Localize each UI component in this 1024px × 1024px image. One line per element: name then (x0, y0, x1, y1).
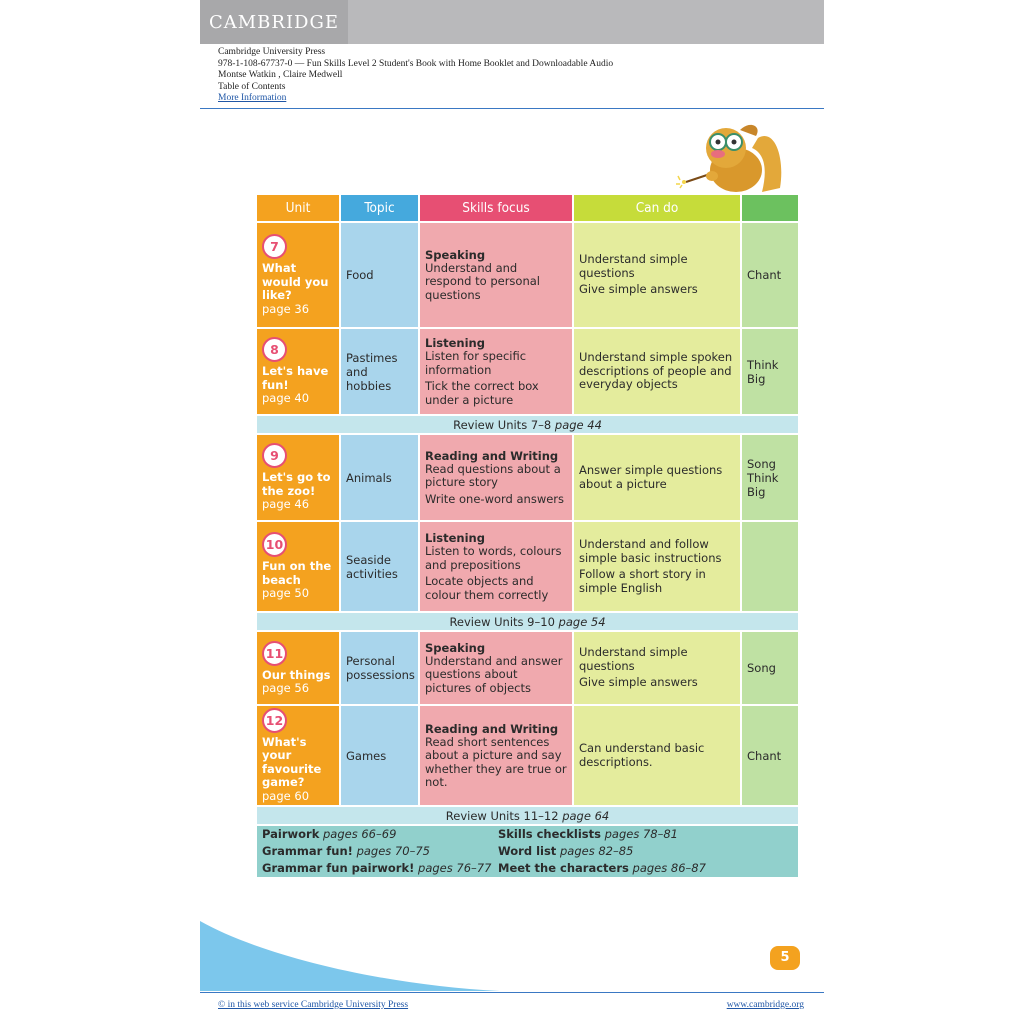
unit-number-badge: 12 (262, 708, 287, 733)
can-do-line: Understand simple questions (579, 252, 688, 280)
review-page: page 44 (554, 417, 602, 432)
unit-page: page 40 (262, 391, 310, 406)
topic-cell: Animals (341, 435, 418, 520)
unit-number-badge: 10 (262, 532, 287, 557)
topic-cell: Personal possessions (341, 632, 418, 704)
extras-pages: pages 66–69 (323, 827, 397, 841)
can-do-line: Give simple answers (579, 675, 698, 690)
extra-cell: Chant (742, 706, 798, 805)
authors: Montse Watkin , Claire Medwell (218, 70, 343, 80)
skill-title: Speaking (425, 640, 486, 655)
section-name: Table of Contents (218, 81, 286, 92)
page-number-badge: 5 (770, 946, 800, 970)
review-cell (257, 807, 798, 824)
can-do-cell (574, 223, 740, 327)
can-do-cell (574, 435, 740, 520)
review-row (257, 416, 798, 433)
skills-cell (420, 329, 572, 414)
skills-cell (420, 522, 572, 611)
review-page: page 64 (562, 808, 610, 823)
unit-page: page 56 (262, 681, 310, 695)
extras-row (257, 826, 798, 877)
skills-cell (420, 632, 572, 704)
extra-cell: Song Think Big (742, 435, 798, 520)
extras-pages: pages 82–85 (559, 844, 634, 858)
publisher: Cambridge University Press (218, 47, 326, 57)
unit-cell (257, 435, 339, 520)
review-cell (257, 416, 798, 433)
extra-cell (742, 522, 798, 611)
skill-title: Reading and Writing (425, 721, 559, 736)
skill-title: Listening (425, 531, 485, 545)
can-do-line: Follow a short story in simple English (579, 567, 706, 595)
skill-line: Read questions about a picture story (425, 461, 561, 490)
extras-pages: pages 86–87 (632, 861, 706, 875)
skills-cell (420, 223, 572, 327)
table-row (257, 329, 798, 414)
unit-cell (257, 632, 339, 704)
skill-line: Read short sentences about a picture and say whether they are true or not. (425, 734, 567, 789)
extras-label: Pairwork (262, 827, 320, 841)
extra-cell: Think Big (742, 329, 798, 414)
unit-title: What's your favourite game? (262, 734, 322, 790)
skill-title: Reading and Writing (425, 448, 559, 463)
unit-number-badge: 7 (262, 234, 287, 259)
unit-page: page 36 (262, 301, 310, 316)
extras-label: Grammar fun pairwork! (262, 861, 415, 875)
unit-title: Let's go to the zoo! (262, 470, 331, 498)
header-bar (200, 0, 824, 44)
extras-label: Meet the characters (498, 861, 629, 875)
extras-cell (257, 826, 798, 877)
unit-title: Our things (262, 667, 331, 682)
review-row (257, 613, 798, 630)
extras-item (262, 826, 498, 843)
website-link[interactable]: www.cambridge.org (726, 1000, 804, 1010)
extras-label: Skills checklists (498, 827, 601, 841)
more-information-link[interactable]: More Information (218, 93, 287, 103)
can-do-line: Understand simple questions (579, 645, 688, 673)
review-page: page 54 (558, 614, 606, 629)
can-do-line: Can understand basic descriptions. (579, 741, 705, 769)
contents-table (255, 193, 800, 879)
extra-cell: Chant (742, 223, 798, 327)
unit-cell (257, 522, 339, 611)
can-do-line: Understand simple spoken descriptions of people and everyday objects (579, 350, 733, 392)
header-topic: Topic (341, 195, 418, 221)
extras-item (498, 843, 706, 860)
unit-cell (257, 329, 339, 414)
review-label: Review Units 9–10 (449, 614, 555, 629)
skill-line: Write one-word answers (425, 491, 565, 506)
review-cell (257, 613, 798, 630)
topic-cell: Pastimes and hobbies (341, 329, 418, 414)
topic-cell: Food (341, 223, 418, 327)
review-row (257, 807, 798, 824)
extras-pages: pages 78–81 (604, 827, 678, 841)
table-row (257, 435, 798, 520)
mascot-icon (640, 118, 782, 196)
unit-page: page 60 (262, 788, 310, 803)
header-unit: Unit (257, 195, 339, 221)
extras-item (262, 860, 498, 877)
can-do-cell (574, 706, 740, 805)
review-label: Review Units 11–12 (445, 808, 559, 823)
table-row (257, 522, 798, 611)
skill-title: Listening (425, 336, 485, 350)
unit-number-badge: 8 (262, 337, 287, 362)
cambridge-logo: CAMBRIDGE (200, 0, 348, 44)
extras-item (262, 843, 498, 860)
decorative-wave (200, 915, 824, 993)
document-page (200, 0, 824, 1024)
unit-cell (257, 223, 339, 327)
extras-label: Word list (498, 844, 557, 858)
unit-number-badge: 11 (262, 641, 287, 666)
extras-item (498, 860, 706, 877)
topic-cell: Games (341, 706, 418, 805)
extras-label: Grammar fun! (262, 844, 353, 858)
can-do-cell (574, 329, 740, 414)
footer-divider (200, 992, 824, 993)
can-do-line: Answer simple questions about a picture (579, 463, 723, 491)
extra-cell: Song (742, 632, 798, 704)
skills-cell (420, 706, 572, 805)
topic-cell: Seaside activities (341, 522, 418, 611)
can-do-line: Understand and follow simple basic instructions (579, 537, 722, 565)
skill-line: Listen for specific information (425, 349, 527, 377)
skill-title: Speaking (425, 247, 486, 262)
table-header-row (257, 195, 798, 221)
header-extra (742, 195, 798, 221)
isbn-title: 978-1-108-67737-0 — Fun Skills Level 2 Student's Book with Home Booklet and Downloadable Audio (218, 58, 614, 69)
extras-column-right (498, 826, 706, 877)
unit-number-badge: 9 (262, 443, 287, 468)
header-can-do: Can do (574, 195, 740, 221)
skill-line: Tick the correct box under a picture (425, 379, 539, 407)
unit-page: page 46 (262, 497, 310, 512)
extras-item (498, 826, 706, 843)
extras-grid (262, 826, 793, 877)
unit-title: Fun on the beach (262, 559, 332, 587)
can-do-cell (574, 522, 740, 611)
skill-line: Understand and answer questions about pictures of objects (425, 653, 563, 695)
extras-column-left (262, 826, 498, 877)
review-label: Review Units 7–8 (453, 417, 552, 432)
copyright-link[interactable]: © in this web service Cambridge University Press (218, 1000, 409, 1010)
table-row (257, 706, 798, 805)
book-metadata (218, 47, 613, 105)
skill-line: Locate objects and colour them correctly (425, 574, 549, 602)
can-do-cell (574, 632, 740, 704)
table-row (257, 632, 798, 704)
skills-cell (420, 435, 572, 520)
unit-title: Let's have fun! (262, 364, 329, 392)
skill-line: Listen to words, colours and prepositions (425, 544, 562, 572)
extras-pages: pages 70–75 (356, 844, 430, 858)
can-do-line: Give simple answers (579, 282, 698, 297)
unit-cell (257, 706, 339, 805)
extras-pages: pages 76–77 (418, 861, 492, 875)
unit-title: What would you like? (262, 261, 329, 302)
header-skills-focus: Skills focus (420, 195, 572, 221)
header-divider (200, 108, 824, 109)
skill-line: Understand and respond to personal questions (425, 260, 540, 302)
unit-page: page 50 (262, 586, 310, 601)
table-row (257, 223, 798, 327)
